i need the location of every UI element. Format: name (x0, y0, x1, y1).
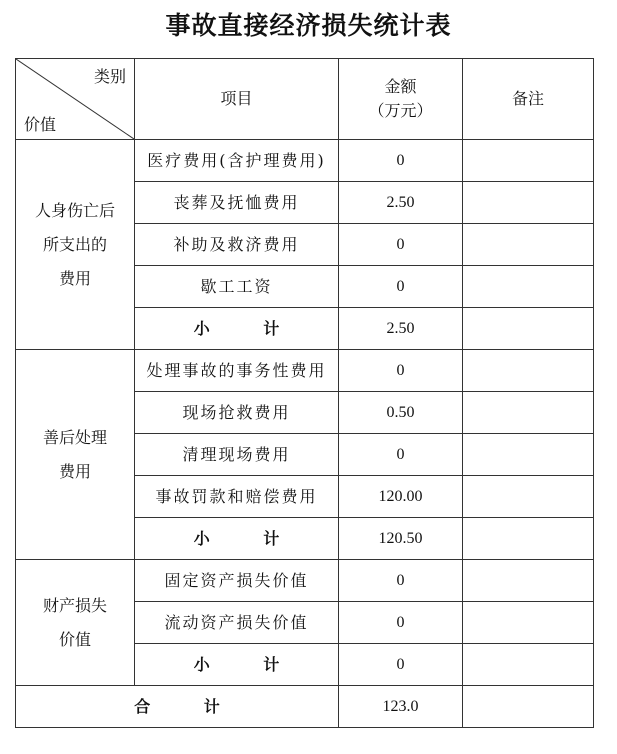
remarks-cell (463, 686, 594, 728)
value-label: 价值 (24, 115, 57, 134)
total-label: 合 计 (16, 686, 339, 728)
subtotal-label: 小 计 (135, 644, 339, 686)
category-label: 类别 (93, 67, 126, 86)
amount-cell: 0 (339, 602, 463, 644)
item-cell: 处理事故的事务性费用 (135, 350, 339, 392)
category-line: 费用 (58, 461, 91, 481)
item-cell: 流动资产损失价值 (135, 602, 339, 644)
subtotal-label: 小 计 (135, 518, 339, 560)
category-cell-property (16, 560, 135, 686)
category-cell-aftermath (16, 350, 135, 560)
category-line: 价值 (58, 629, 91, 649)
category-line: 善后处理 (42, 427, 107, 447)
amount-cell: 0.50 (339, 392, 463, 434)
amount-cell: 0 (339, 266, 463, 308)
category-line: 人身伤亡后 (34, 200, 115, 220)
category-line: 费用 (58, 268, 91, 288)
remarks-cell (463, 518, 594, 560)
table-header-row (16, 59, 594, 140)
remarks-cell (463, 308, 594, 350)
remarks-header: 备注 (463, 59, 594, 140)
table-row (16, 560, 594, 602)
remarks-cell (463, 266, 594, 308)
item-cell: 现场抢救费用 (135, 392, 339, 434)
total-amount: 123.0 (339, 686, 463, 728)
table-row (16, 140, 594, 182)
category-line: 财产损失 (42, 595, 107, 615)
subtotal-amount: 0 (339, 644, 463, 686)
amount-cell: 0 (339, 140, 463, 182)
remarks-cell (463, 602, 594, 644)
remarks-cell (463, 434, 594, 476)
page-title: 事故直接经济损失统计表 (165, 11, 452, 40)
amount-cell: 0 (339, 560, 463, 602)
remarks-cell (463, 350, 594, 392)
remarks-cell (463, 140, 594, 182)
amount-header (339, 59, 463, 140)
category-line: 所支出的 (42, 234, 107, 254)
table-row (16, 350, 594, 392)
item-cell: 固定资产损失价值 (135, 560, 339, 602)
remarks-cell (463, 560, 594, 602)
item-header: 项目 (135, 59, 339, 140)
total-row (16, 686, 594, 728)
amount-header-line2: （万元） (368, 101, 433, 120)
amount-cell: 0 (339, 434, 463, 476)
subtotal-amount: 2.50 (339, 308, 463, 350)
amount-cell: 2.50 (339, 182, 463, 224)
amount-header-line1: 金额 (384, 77, 417, 96)
item-cell: 补助及救济费用 (135, 224, 339, 266)
item-cell: 丧葬及抚恤费用 (135, 182, 339, 224)
remarks-cell (463, 476, 594, 518)
item-cell: 医疗费用(含护理费用) (135, 140, 339, 182)
subtotal-amount: 120.50 (339, 518, 463, 560)
remarks-cell (463, 644, 594, 686)
item-cell: 歇工工资 (135, 266, 339, 308)
category-cell-personal (16, 140, 135, 350)
amount-cell: 0 (339, 350, 463, 392)
amount-cell: 0 (339, 224, 463, 266)
item-cell: 清理现场费用 (135, 434, 339, 476)
subtotal-label: 小 计 (135, 308, 339, 350)
amount-cell: 120.00 (339, 476, 463, 518)
diagonal-header-cell (16, 59, 135, 140)
loss-statistics-table (15, 58, 594, 728)
remarks-cell (463, 224, 594, 266)
remarks-cell (463, 182, 594, 224)
item-cell: 事故罚款和赔偿费用 (135, 476, 339, 518)
remarks-cell (463, 392, 594, 434)
